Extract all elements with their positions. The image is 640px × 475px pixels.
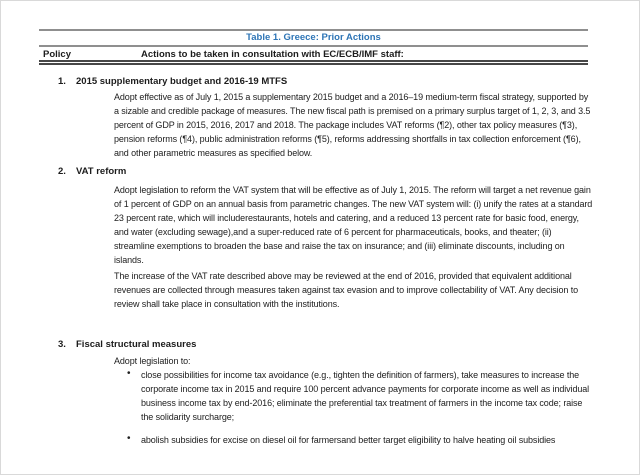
section-2-paragraph-1: Adopt legislation to reform the VAT system that will be effective as of July 1, 2015. The reform will target a net revenue gain of 1 percent of GDP on an annual basis from parametric changes. The new VAT system will: (i) unify the rates at a standard 23 percent rate, which will includerestaurants, hotels and catering, and a reduced 13 percent rate for basic food, energy, and water (excluding sewage),and a super-reduced rate of 6 percent for pharmaceuticals, books, and theater; (ii) streamline exemptions to broaden the base and raise the tax on insurance; and (iii) eliminate discounts, including on islands. — [114, 185, 593, 265]
section-1-title: 2015 supplementary budget and 2016-19 MTFS — [76, 76, 288, 87]
table-header-double-rule — [39, 60, 588, 65]
column-header-actions: Actions to be taken in consultation with EC/ECB/IMF staff: — [141, 49, 404, 60]
section-3-intro: Adopt legislation to: — [114, 356, 191, 366]
column-header-policy: Policy — [43, 49, 71, 60]
section-3-number: 3. — [58, 339, 66, 350]
section-1-number: 1. — [58, 76, 66, 87]
section-2-heading — [58, 166, 126, 177]
section-3-bullet-list — [114, 368, 594, 456]
bullet-text: abolish subsidies for excise on diesel oil for farmersand better target eligibility to halve heating oil subsidies — [141, 435, 556, 445]
section-1-paragraph: Adopt effective as of July 1, 2015 a supplementary 2015 budget and a 2016–19 medium-term fiscal strategy, supported by a sizable and credible package of measures. The new fiscal path is premised on a primary surplus target of 1, 2, 3, and 3.5 percent of GDP in 2015, 2016, 2017 and 2018. The package includes VAT reforms (¶2), other tax policy measures (¶3), pension reforms (¶4), public administration reforms (¶5), reforms addressing shortfalls in tax collection enforcement (¶6), and other parametric measures as specified below. — [114, 92, 591, 158]
section-3-title: Fiscal structural measures — [76, 339, 197, 350]
section-1-heading — [58, 76, 287, 87]
section-2-number: 2. — [58, 166, 66, 177]
bullet-icon: • — [127, 368, 131, 379]
list-item — [114, 433, 594, 447]
list-item — [114, 368, 594, 424]
section-2-title: VAT reform — [76, 166, 127, 177]
table-title-bottom-rule — [39, 45, 588, 47]
table-top-rule — [39, 29, 588, 31]
section-3-heading — [58, 339, 196, 350]
bullet-icon: • — [127, 433, 131, 444]
section-2-paragraph-2: The increase of the VAT rate described above may be reviewed at the end of 2016, provided that equivalent additional revenues are collected through measures taken against tax evasion and to improve collectability of VAT. Any decision to review shall take place in consultation with the institutions. — [114, 271, 579, 309]
bullet-text: close possibilities for income tax avoidance (e.g., tighten the definition of farmers), take measures to increase the corporate income tax in 2015 and require 100 percent advance payments for corporate income as well as individual business income tax by end-2016; eliminate the preferential tax treatment of farmers in the income tax code; raise the solidarity surcharge; — [141, 370, 590, 422]
table-title: Table 1. Greece: Prior Actions — [246, 32, 381, 43]
